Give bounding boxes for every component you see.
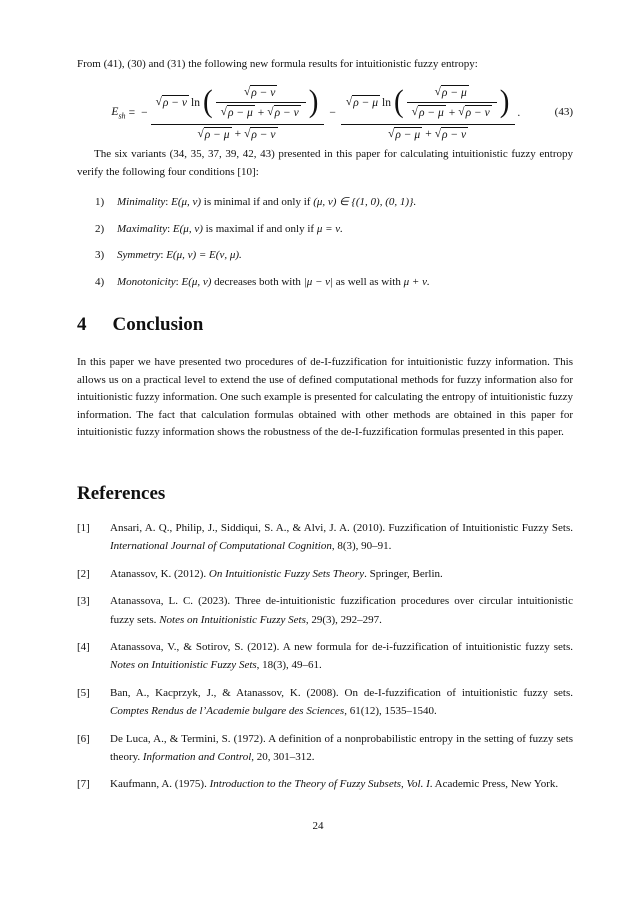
- variants-text: The six variants (34, 35, 37, 39, 42, 43) presented in this paper for calculating intuitionistic fuzzy entropy verify the following four conditions [10]:: [77, 148, 573, 178]
- inner-1-denominator: [216, 103, 306, 121]
- condition-term: Maximality: [117, 222, 168, 235]
- leading-minus: −: [141, 106, 148, 119]
- variants-paragraph: [77, 146, 573, 181]
- E-subscript: sh: [118, 111, 126, 121]
- reference-text: Atanassov, K. (2012).: [110, 567, 209, 580]
- radicand: ρ − ν: [465, 107, 490, 120]
- radical-sign: √: [411, 106, 418, 119]
- text-segment: is minimal if and only if: [201, 196, 314, 208]
- sqrt-rho-mu: [221, 105, 255, 120]
- intro-text: From (41), (30) and (31) the following new formula results for intuitionistic fuzzy entropy:: [77, 58, 478, 70]
- equation-body: [77, 83, 555, 143]
- list-item: [77, 274, 573, 292]
- radical-sign: √: [434, 127, 442, 140]
- radical-sign: √: [197, 127, 204, 140]
- condition-term: Minimality: [117, 196, 166, 208]
- reference-number: [4]: [77, 641, 90, 654]
- text-segment: is maximal if and only if: [202, 222, 317, 235]
- separator: :: [175, 275, 182, 288]
- fraction-2-numerator: [341, 83, 516, 125]
- radicand: ρ − ν: [251, 86, 276, 99]
- math-segment: E(μ, ν): [172, 222, 203, 235]
- sqrt-rho-nu: [267, 105, 300, 120]
- plus-sign: +: [257, 106, 265, 119]
- reference-source: Information and Control: [142, 751, 252, 764]
- reference-text: De Luca, A., & Termini, S. (1972). A definition of a nonprobabilistic entropy in the setting of fuzzy sets theory.: [110, 732, 573, 764]
- equation-period: .: [517, 106, 521, 119]
- display-equation-43: [77, 82, 573, 144]
- reference-number: [2]: [77, 567, 90, 580]
- separator: :: [160, 249, 167, 262]
- reference-number: [6]: [77, 732, 90, 745]
- reference-pages: . Springer, Berlin.: [364, 567, 443, 580]
- math-segment: E(μ, ν) = E(ν, μ).: [166, 249, 242, 262]
- list-item: [77, 221, 573, 239]
- radical-sign: √: [155, 96, 162, 109]
- E-symbol: E: [111, 105, 119, 118]
- inner-2-numerator: [407, 84, 497, 103]
- reference-number: [7]: [77, 778, 90, 791]
- fraction-1-denominator: [151, 125, 325, 143]
- radicand: ρ − μ: [227, 107, 253, 120]
- fraction-2-denominator: [341, 125, 516, 143]
- reference-pages: , 8(3), 90–91.: [331, 540, 392, 553]
- reference-source: Notes on Intuitionistic Fuzzy Sets: [110, 659, 257, 672]
- plus-sign: +: [234, 128, 242, 141]
- reference-entry: [77, 638, 573, 675]
- math-segment: μ + ν.: [403, 275, 430, 288]
- text-segment: as well as with: [333, 275, 404, 288]
- sqrt-rho-nu: [244, 85, 277, 100]
- section-title: References: [77, 483, 166, 504]
- text-segment: decreases both with: [211, 275, 304, 288]
- radicand: ρ − μ: [441, 86, 467, 99]
- radical-sign: √: [434, 85, 441, 98]
- reference-number: [1]: [77, 522, 90, 534]
- ln-operator: ln: [382, 96, 391, 109]
- right-paren: ): [499, 84, 510, 120]
- list-item: [77, 247, 573, 265]
- sqrt-rho-nu: [458, 105, 491, 120]
- list-item: [77, 194, 573, 212]
- conclusion-text: In this paper we have presented two procedures of de-I-fuzzification for intuitionistic fuzzy information. This allows us on a practical level to extend the use of defined computational methods for fuzzy information also for intuitionistic fuzzy information. One such example is presented for calculating the entropy of intuitionistic fuzzy information. The fact that calculation formulas obtained with other methods are obtained in this paper for intuitionistic fuzzy information shows the robustness of the de-I-fuzzification formulas presented in this paper.: [77, 356, 573, 439]
- radicand: ρ − ν: [162, 97, 188, 110]
- sqrt-rho-nu: [156, 95, 189, 110]
- radicand: ρ − ν: [442, 128, 467, 141]
- fraction-1-numerator: [151, 83, 325, 125]
- reference-source: Notes on Intuitionistic Fuzzy Sets: [159, 613, 306, 626]
- radical-sign: √: [243, 85, 251, 98]
- fraction-2: [341, 83, 516, 143]
- reference-entry: [77, 684, 573, 721]
- section-number: 4: [77, 314, 87, 335]
- reference-entry: [77, 730, 573, 767]
- reference-source: On Intuitionistic Fuzzy Sets Theory: [208, 567, 365, 580]
- math-segment: |μ − ν|: [303, 275, 334, 288]
- section-heading-references: [77, 483, 573, 505]
- section-title: Conclusion: [112, 314, 204, 335]
- reference-pages: , 20, 301–312.: [251, 751, 315, 764]
- math-segment: μ = ν.: [316, 222, 343, 235]
- inner-1-numerator: [216, 84, 306, 103]
- separator: :: [167, 222, 173, 235]
- radical-sign: √: [388, 127, 395, 140]
- reference-text: Kaufmann, A. (1975).: [110, 778, 210, 791]
- reference-text: Atanassova, V., & Sotirov, S. (2012). A new formula for de-i-fuzzification of intuitionistic fuzzy sets.: [110, 641, 573, 654]
- radical-sign: √: [220, 106, 227, 119]
- radical-sign: √: [458, 106, 465, 119]
- page-number: 24: [312, 820, 324, 832]
- reference-pages: . Academic Press, New York.: [429, 778, 559, 791]
- sqrt-rho-mu: [346, 95, 380, 110]
- sqrt-rho-nu: [244, 127, 277, 142]
- reference-entry: [77, 775, 573, 793]
- radical-sign: √: [244, 127, 251, 140]
- conclusion-paragraph: [77, 354, 573, 442]
- condition-term: Symmetry: [117, 249, 161, 262]
- sqrt-rho-mu: [412, 105, 446, 120]
- reference-entry: [77, 565, 573, 583]
- separator: :: [165, 196, 172, 208]
- condition-term: Monotonicity: [117, 275, 176, 288]
- radicand: ρ − μ: [418, 107, 444, 120]
- inner-2-denominator: [407, 103, 497, 121]
- reference-source: Comptes Rendus de l’Academie bulgare des Sciences: [110, 705, 345, 718]
- reference-entry: [77, 519, 573, 556]
- item-number: 2): [95, 222, 105, 235]
- left-paren: (: [202, 84, 213, 120]
- item-number: 4): [95, 275, 105, 288]
- reference-number: [5]: [77, 686, 90, 699]
- math-segment: (μ, ν) ∈ {(1, 0), (0, 1)}.: [313, 196, 417, 208]
- plus-sign: +: [425, 128, 432, 141]
- reference-entry: [77, 592, 573, 629]
- equals-sign: =: [128, 106, 136, 119]
- sqrt-rho-mu: [197, 127, 231, 142]
- conditions-list: [77, 194, 573, 300]
- reference-pages: , 29(3), 292–297.: [305, 613, 382, 626]
- radicand: ρ − μ: [204, 128, 230, 141]
- plus-sign: +: [448, 106, 456, 119]
- reference-source: Introduction to the Theory of Fuzzy Subsets, Vol. I: [209, 778, 430, 791]
- ln-operator: ln: [191, 96, 200, 109]
- references-list: [77, 519, 573, 803]
- item-number: 3): [95, 249, 105, 262]
- reference-text: Ban, A., Kacprzyk, J., & Atanassov, K. (2008). On de-I-fuzzification of intuitionistic fuzzy sets.: [110, 686, 573, 699]
- radicand: ρ − ν: [251, 128, 276, 141]
- equation-lhs: [111, 105, 125, 121]
- sqrt-rho-mu: [388, 127, 422, 142]
- equation-number: (43): [554, 106, 573, 119]
- radicand: ρ − μ: [395, 128, 421, 141]
- right-paren: ): [308, 84, 319, 120]
- sqrt-rho-mu: [435, 85, 469, 100]
- math-segment: E(μ, ν): [181, 275, 212, 288]
- radicand: ρ − ν: [274, 107, 299, 120]
- fraction-1: [151, 83, 325, 143]
- intro-paragraph: [77, 56, 573, 74]
- sqrt-rho-nu: [435, 127, 468, 142]
- inner-fraction-1: [216, 84, 306, 122]
- radical-sign: √: [267, 106, 274, 119]
- item-number: 1): [95, 196, 105, 208]
- math-segment: E(μ, ν): [171, 196, 202, 208]
- reference-number: [3]: [77, 595, 90, 608]
- middle-minus: −: [329, 106, 336, 119]
- reference-text: Ansari, A. Q., Philip, J., Siddiqui, S. A., & Alvi, J. A. (2010). Fuzzification of Intuitionistic Fuzzy Sets.: [110, 522, 573, 534]
- reference-text: Atanassova, L. C. (2023). Three de-intuitionistic fuzzification procedures over circular intuitionistic fuzzy sets.: [110, 595, 573, 626]
- reference-source: International Journal of Computational Cognition: [110, 540, 332, 553]
- reference-pages: , 18(3), 49–61.: [256, 659, 322, 672]
- inner-fraction-2: [407, 84, 497, 122]
- radicand: ρ − μ: [353, 97, 379, 110]
- section-heading-conclusion: [77, 314, 573, 336]
- left-paren: (: [393, 84, 404, 120]
- reference-pages: , 61(12), 1535–1540.: [344, 705, 437, 718]
- radical-sign: √: [345, 96, 353, 109]
